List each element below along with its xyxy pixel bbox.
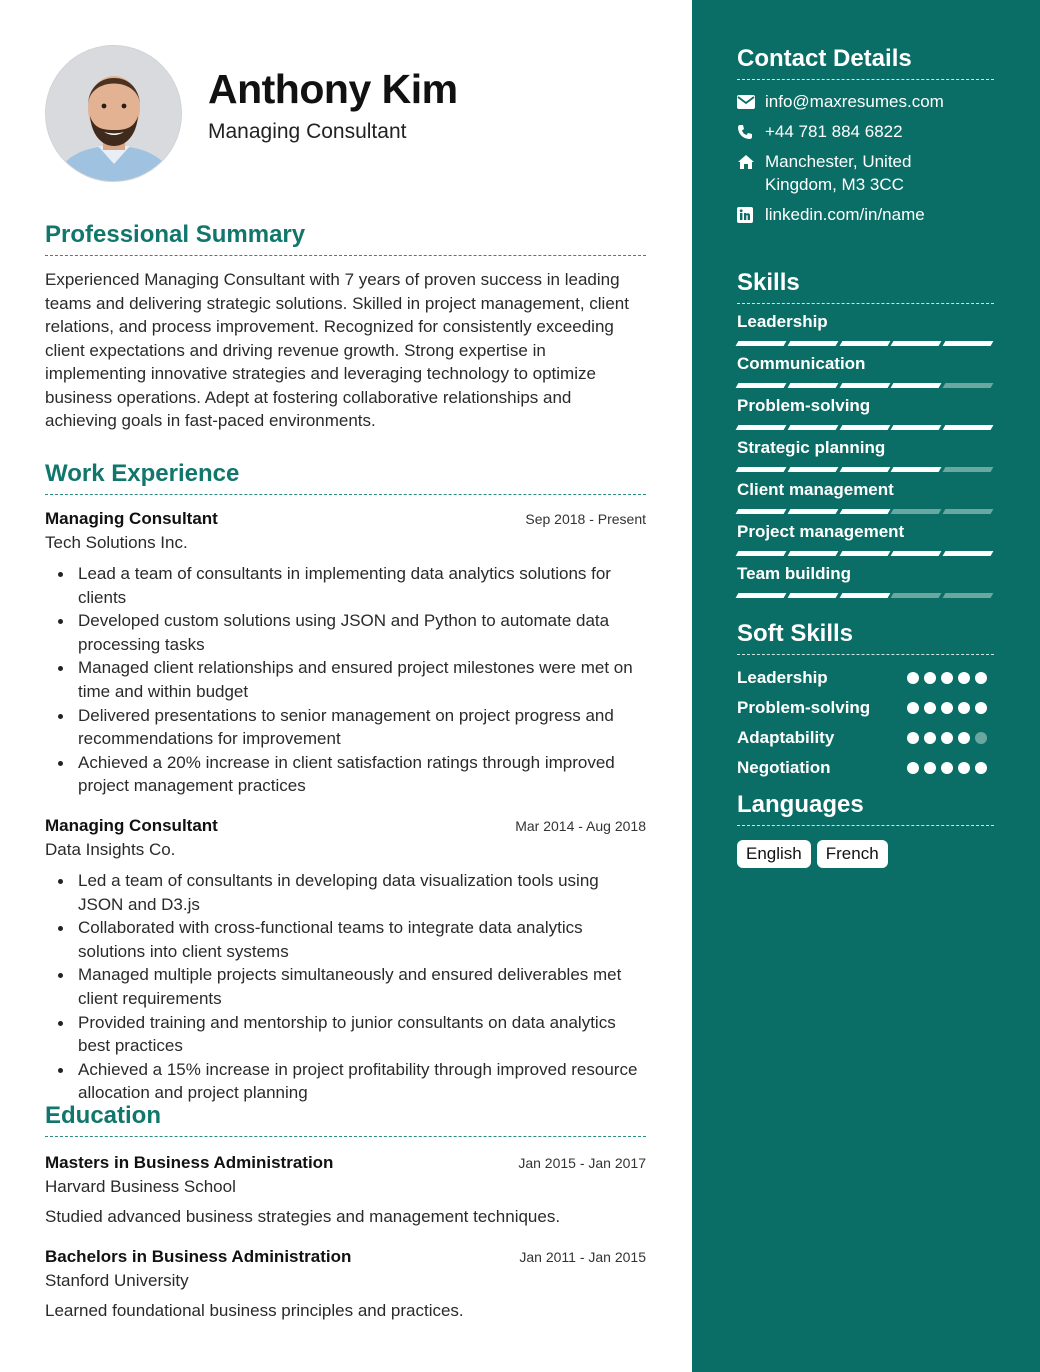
skill-name: Project management	[737, 522, 905, 541]
skill-item	[737, 480, 994, 514]
skill-name: Leadership	[737, 312, 828, 331]
skill-item	[737, 522, 994, 556]
language-badge: French	[817, 840, 888, 868]
skill-level-bars	[737, 593, 994, 598]
soft-skill-name: Leadership	[737, 668, 828, 687]
phone-text[interactable]: +44 781 884 6822	[765, 122, 903, 141]
skill-level-segment	[787, 593, 838, 598]
rating-dot	[975, 672, 987, 684]
skill-item	[737, 564, 994, 598]
rating-dot	[958, 672, 970, 684]
skill-level-segment	[943, 341, 994, 346]
list-item: Collaborated with cross-functional teams to integrate data analytics solutions into client systems	[78, 916, 646, 963]
job-bullets	[45, 562, 646, 798]
list-item: Developed custom solutions using JSON and Python to automate data processing tasks	[78, 609, 646, 656]
home-icon	[737, 150, 765, 173]
skill-level-segment	[787, 551, 838, 556]
soft-skill-item	[737, 723, 994, 753]
rating-dot	[975, 762, 987, 774]
languages-heading: Languages	[737, 791, 994, 826]
summary-section	[45, 221, 646, 433]
job-title: Managing Consultant	[45, 815, 218, 835]
soft-skill-item	[737, 663, 994, 693]
contact-heading: Contact Details	[737, 45, 994, 80]
skill-level-segment	[839, 383, 890, 388]
skill-level-bars	[737, 425, 994, 430]
degree-title: Bachelors in Business Administration	[45, 1247, 352, 1266]
skill-name: Team building	[737, 564, 851, 583]
experience-heading: Work Experience	[45, 460, 646, 495]
rating-dot	[907, 702, 919, 714]
rating-dot	[941, 702, 953, 714]
contact-phone[interactable]	[737, 120, 994, 143]
list-item: Managed client relationships and ensured project milestones were met on time and within budget	[78, 656, 646, 703]
skill-level-segment	[839, 551, 890, 556]
list-item: Managed multiple projects simultaneously and ensured deliverables met client requirements	[78, 963, 646, 1010]
list-item: Provided training and mentorship to junior consultants on data analytics best practices	[78, 1011, 646, 1058]
envelope-icon	[737, 90, 765, 113]
skill-level-segment	[839, 341, 890, 346]
soft-skill-item	[737, 753, 994, 783]
skill-level-segment	[736, 593, 787, 598]
language-badge: English	[737, 840, 811, 868]
rating-dot	[924, 762, 936, 774]
rating-dot	[924, 732, 936, 744]
skill-name: Communication	[737, 354, 866, 373]
education-heading: Education	[45, 1102, 646, 1137]
job-entry	[45, 816, 646, 1105]
rating-dot	[907, 732, 919, 744]
education-description: Learned foundational business principles and practices.	[45, 1301, 464, 1320]
skill-level-segment	[787, 341, 838, 346]
skill-level-segment	[891, 383, 942, 388]
list-item: Led a team of consultants in developing data visualization tools using JSON and D3.js	[78, 869, 646, 916]
soft-skill-level-dots	[907, 672, 987, 684]
skill-level-segment	[736, 383, 787, 388]
skill-level-segment	[943, 383, 994, 388]
skills-list	[737, 312, 994, 598]
skill-level-segment	[891, 425, 942, 430]
rating-dot	[907, 672, 919, 684]
skill-level-segment	[736, 425, 787, 430]
soft-skill-level-dots	[907, 732, 987, 744]
address-line-2: Kingdom, M3 3CC	[765, 175, 904, 194]
skill-level-segment	[839, 467, 890, 472]
skill-level-segment	[943, 509, 994, 514]
contact-section	[737, 45, 994, 226]
school-name: Harvard Business School	[45, 1177, 236, 1196]
skill-level-segment	[943, 467, 994, 472]
education-description: Studied advanced business strategies and management techniques.	[45, 1207, 561, 1226]
skill-level-segment	[736, 467, 787, 472]
job-bullets	[45, 869, 646, 1105]
skill-level-segment	[891, 341, 942, 346]
skill-level-segment	[787, 383, 838, 388]
skill-level-segment	[787, 509, 838, 514]
job-title: Managing Consultant	[45, 509, 218, 528]
job-date: Sep 2018 - Present	[525, 511, 646, 527]
skill-item	[737, 438, 994, 472]
rating-dot	[941, 672, 953, 684]
skill-level-segment	[839, 425, 890, 430]
contact-email[interactable]	[737, 90, 994, 113]
skill-level-bars	[737, 383, 994, 388]
skill-level-segment	[736, 341, 787, 346]
school-name: Stanford University	[45, 1271, 189, 1290]
skill-item	[737, 312, 994, 346]
soft-skills-heading: Soft Skills	[737, 620, 994, 655]
rating-dot	[941, 762, 953, 774]
summary-heading: Professional Summary	[45, 221, 646, 256]
skill-level-segment	[891, 551, 942, 556]
rating-dot	[907, 762, 919, 774]
list-item: Achieved a 20% increase in client satisfaction ratings through improved project management practices	[78, 751, 646, 798]
job-company: Data Insights Co.	[45, 839, 176, 859]
education-date: Jan 2015 - Jan 2017	[518, 1155, 646, 1171]
soft-skills-section	[737, 620, 994, 783]
email-text[interactable]: info@maxresumes.com	[765, 92, 944, 111]
skill-level-segment	[839, 593, 890, 598]
contact-address	[737, 150, 994, 196]
education-section	[45, 1102, 646, 1321]
job-date: Mar 2014 - Aug 2018	[515, 817, 646, 834]
skill-name: Client management	[737, 480, 894, 499]
degree-title: Masters in Business Administration	[45, 1153, 334, 1172]
rating-dot	[958, 702, 970, 714]
list-item: Delivered presentations to senior management on project progress and recommendations for improvement	[78, 704, 646, 751]
rating-dot	[941, 732, 953, 744]
skills-heading: Skills	[737, 269, 994, 304]
address-line-1: Manchester, United	[765, 152, 912, 171]
education-date: Jan 2011 - Jan 2015	[519, 1249, 646, 1265]
skill-level-segment	[787, 467, 838, 472]
contact-linkedin[interactable]	[737, 203, 994, 226]
list-item: Lead a team of consultants in implementing data analytics solutions for clients	[78, 562, 646, 609]
soft-skill-name: Adaptability	[737, 728, 835, 747]
rating-dot	[924, 702, 936, 714]
education-entry	[45, 1247, 646, 1321]
languages-list	[737, 840, 994, 868]
soft-skill-name: Problem-solving	[737, 698, 871, 717]
skill-level-segment	[943, 593, 994, 598]
list-item: Achieved a 15% increase in project profitability through improved resource allocation and project planning	[78, 1058, 646, 1105]
rating-dot	[958, 762, 970, 774]
skill-level-segment	[736, 551, 787, 556]
skills-section	[737, 269, 994, 598]
soft-skill-level-dots	[907, 762, 987, 774]
rating-dot	[975, 702, 987, 714]
soft-skill-level-dots	[907, 702, 987, 714]
candidate-title: Managing Consultant	[208, 120, 407, 143]
job-company: Tech Solutions Inc.	[45, 533, 188, 552]
languages-section	[737, 791, 994, 868]
skill-level-bars	[737, 509, 994, 514]
job-entry	[45, 509, 646, 798]
avatar	[45, 45, 182, 182]
skill-level-segment	[787, 425, 838, 430]
skill-level-segment	[891, 593, 942, 598]
skill-name: Strategic planning	[737, 438, 886, 457]
sidebar	[692, 0, 1040, 1372]
skill-level-segment	[891, 467, 942, 472]
soft-skills-list	[737, 663, 994, 783]
skill-level-segment	[736, 509, 787, 514]
skill-level-segment	[891, 509, 942, 514]
candidate-name: Anthony Kim	[208, 66, 458, 112]
skill-level-segment	[943, 551, 994, 556]
soft-skill-item	[737, 693, 994, 723]
skill-name: Problem-solving	[737, 396, 871, 415]
soft-skill-name: Negotiation	[737, 758, 831, 777]
skill-item	[737, 396, 994, 430]
rating-dot	[958, 732, 970, 744]
skill-level-bars	[737, 467, 994, 472]
experience-section	[45, 460, 646, 1105]
rating-dot	[975, 732, 987, 744]
summary-text: Experienced Managing Consultant with 7 years of proven success in leading teams and delivering strategic solutions. Skilled in project management, client relations, and process improvement. Recognized for consistently exceeding client expectations and driving revenue growth. Strong expertise in implementing innovative strategies and leveraging technology to optimize business operations. Adept at fostering collaborative relationships and achieving goals in fast-paced environments.	[45, 270, 629, 430]
phone-icon	[737, 120, 765, 143]
education-entry	[45, 1153, 646, 1227]
skill-level-segment	[839, 509, 890, 514]
skill-level-bars	[737, 341, 994, 346]
linkedin-text[interactable]: linkedin.com/in/name	[765, 205, 925, 224]
skill-level-segment	[943, 425, 994, 430]
skill-level-bars	[737, 551, 994, 556]
rating-dot	[924, 672, 936, 684]
linkedin-icon	[737, 203, 765, 226]
skill-item	[737, 354, 994, 388]
